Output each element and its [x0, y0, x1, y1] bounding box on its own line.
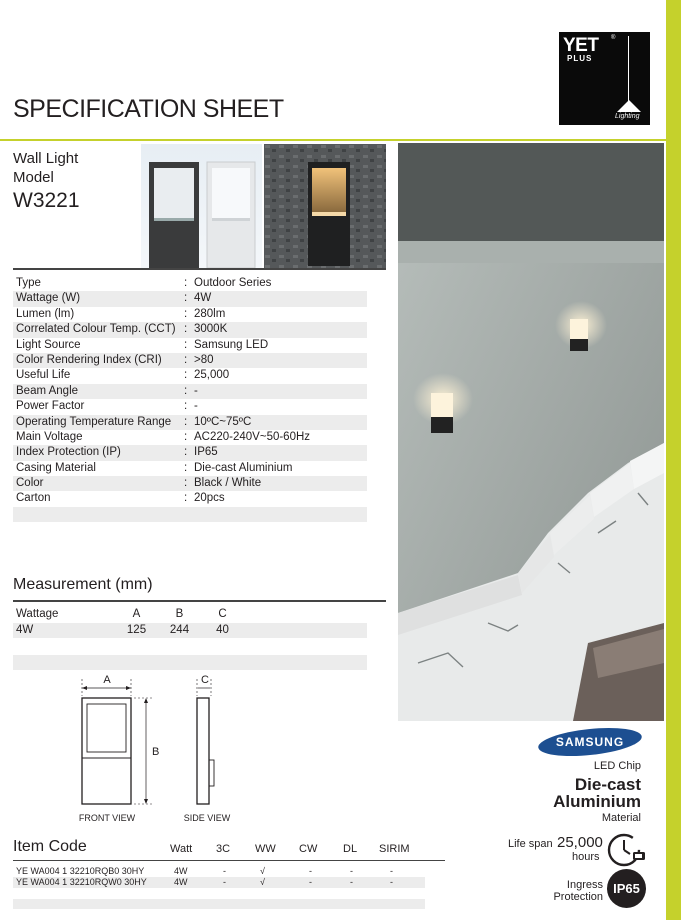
item-code-divider	[13, 860, 445, 861]
item-cell: -	[350, 877, 353, 887]
spec-row: Casing Material : Die-cast Aluminium	[13, 461, 367, 476]
spec-label: Carton	[16, 492, 51, 505]
diecast-badge	[553, 776, 641, 810]
front-view-outline	[82, 698, 131, 804]
spec-value: 20pcs	[194, 492, 225, 505]
item-header: WW	[255, 843, 276, 855]
spec-row: Type : Outdoor Series	[13, 276, 367, 291]
spec-label: Lumen (lm)	[16, 307, 75, 320]
spec-row: Light Source : Samsung LED	[13, 338, 367, 353]
item-code: YE WA004 1 32210RQB0 30HY	[16, 866, 145, 876]
ingress-line-2: Protection	[553, 891, 603, 903]
spec-label: Correlated Colour Temp. (CCT)	[16, 323, 176, 336]
title-divider	[0, 139, 666, 141]
item-cell: 4W	[174, 866, 188, 876]
samsung-wordmark: SAMSUNG	[555, 735, 625, 749]
front-view-label: FRONT VIEW	[78, 813, 136, 823]
measurement-header: B	[175, 608, 184, 620]
item-cell: 4W	[174, 877, 188, 887]
item-empty-row	[13, 899, 425, 909]
logo-registered-mark: ®	[611, 35, 616, 41]
item-cell: -	[350, 866, 353, 876]
item-cell: -	[309, 877, 312, 887]
measurement-header: A	[132, 608, 141, 620]
item-code-title: Item Code	[13, 838, 87, 855]
accent-side-bar	[666, 0, 681, 920]
spec-row: Index Protection (IP) : IP65	[13, 445, 367, 460]
item-cell: √	[260, 866, 265, 876]
spec-row: Color : Black / White	[13, 476, 367, 491]
item-header: CW	[299, 843, 318, 855]
item-header: DL	[343, 843, 358, 855]
ingress-line-1: Ingress	[566, 879, 603, 891]
spec-value: 25,000	[194, 369, 230, 382]
installation-photo	[398, 143, 664, 721]
page-title: SPECIFICATION SHEET	[13, 95, 284, 123]
measurement-cell: 4W	[16, 623, 34, 636]
spec-row: Useful Life : 25,000	[13, 368, 367, 383]
spec-label: Casing Material	[16, 461, 96, 474]
spec-value: Samsung LED	[194, 338, 269, 351]
spec-row: Beam Angle : -	[13, 384, 367, 399]
measurement-divider	[13, 600, 386, 602]
ingress-label	[547, 879, 603, 903]
dimension-label-a: A	[103, 674, 111, 686]
spec-label: Index Protection (IP)	[16, 446, 121, 459]
ip65-badge: IP65	[607, 869, 646, 908]
spec-row: Lumen (lm) : 280lm	[13, 307, 367, 322]
measurement-row	[13, 623, 367, 639]
spec-label: Color Rendering Index (CRI)	[16, 353, 162, 366]
spec-value: 3000K	[194, 323, 228, 336]
dimension-label-c: C	[201, 674, 209, 686]
spec-value: AC220-240V~50-60Hz	[194, 430, 311, 443]
logo-pendant-cord	[628, 36, 629, 102]
measurement-header: C	[218, 608, 227, 620]
spec-label: Type	[16, 277, 41, 289]
measurement-header: Wattage	[16, 608, 59, 620]
spec-divider	[13, 268, 386, 270]
spec-value: IP65	[194, 446, 218, 459]
measurement-empty-row	[13, 655, 367, 670]
measurement-cell: 125	[126, 623, 147, 636]
item-header: 3C	[216, 843, 231, 855]
spec-label: Beam Angle	[16, 384, 79, 397]
brand-logo	[559, 32, 650, 125]
samsung-logo	[537, 727, 643, 757]
item-cell: √	[260, 877, 265, 887]
lifespan-unit: hours	[572, 851, 600, 863]
measurement-cell: 40	[216, 623, 229, 636]
spec-value: Die-cast Aluminium	[194, 461, 293, 474]
item-cell: -	[223, 877, 226, 887]
spec-row-empty	[13, 507, 367, 522]
item-code: YE WA004 1 32210RQW0 30HY	[16, 877, 147, 887]
item-row	[13, 866, 425, 877]
spec-label: Light Source	[16, 338, 81, 351]
spec-label: Useful Life	[16, 369, 71, 382]
logo-brand-text: YET	[563, 35, 599, 56]
diecast-line-2: Aluminium	[553, 792, 641, 811]
spec-value: Outdoor Series	[194, 277, 272, 289]
spec-value: 10ºC~75ºC	[194, 415, 252, 428]
spec-row: Operating Temperature Range : 10ºC~75ºC	[13, 415, 367, 430]
measurement-title: Measurement (mm)	[13, 576, 153, 593]
spec-value: -	[194, 400, 198, 413]
item-header: SIRIM	[379, 843, 410, 855]
product-photo-black-white	[141, 144, 262, 268]
spec-value: -	[194, 384, 198, 397]
spec-label: Operating Temperature Range	[16, 415, 172, 428]
measurement-cell: 244	[169, 623, 190, 636]
product-type: Wall Light	[13, 150, 79, 167]
spec-row: Main Voltage : AC220-240V~50-60Hz	[13, 430, 367, 445]
logo-lamp-shade-icon	[617, 100, 641, 112]
logo-sub-text: PLUS	[567, 54, 593, 63]
dimension-drawing	[60, 670, 260, 830]
spec-label: Power Factor	[16, 400, 85, 413]
measurement-table	[13, 607, 367, 638]
product-model-code: W3221	[13, 189, 80, 212]
clock-icon	[606, 830, 646, 870]
item-header: Watt	[170, 843, 193, 855]
item-cell: -	[390, 866, 393, 876]
logo-script-text: Lighting	[615, 113, 640, 120]
lifespan-label: Life span	[508, 838, 553, 850]
side-view-outline	[197, 698, 214, 804]
product-model-label: Model	[13, 169, 54, 186]
item-cell: -	[309, 866, 312, 876]
spec-label: Main Voltage	[16, 430, 83, 443]
spec-value: 280lm	[194, 307, 226, 320]
spec-table	[13, 276, 367, 522]
spec-row: Carton : 20pcs	[13, 491, 367, 506]
measurement-header-row	[13, 607, 367, 623]
item-cell: -	[390, 877, 393, 887]
product-photo-installed	[264, 144, 386, 268]
spec-row: Wattage (W) : 4W	[13, 291, 367, 306]
spec-value: 4W	[194, 292, 212, 305]
item-cell: -	[223, 866, 226, 876]
material-label: Material	[601, 812, 641, 824]
spec-label: Color	[16, 477, 44, 490]
side-view-label: SIDE VIEW	[183, 813, 231, 823]
diecast-line-1: Die-cast	[574, 775, 641, 794]
spec-value: Black / White	[194, 477, 262, 490]
item-row	[13, 877, 425, 888]
lifespan-value: 25,000	[557, 834, 603, 851]
spec-label: Wattage (W)	[16, 292, 81, 305]
led-chip-label: LED Chip	[593, 760, 641, 772]
spec-row: Correlated Colour Temp. (CCT) : 3000K	[13, 322, 367, 337]
dimension-b	[134, 698, 152, 804]
spec-row: Power Factor : -	[13, 399, 367, 414]
dimension-label-b: B	[152, 746, 160, 758]
spec-value: >80	[194, 353, 214, 366]
spec-row: Color Rendering Index (CRI) : >80	[13, 353, 367, 368]
